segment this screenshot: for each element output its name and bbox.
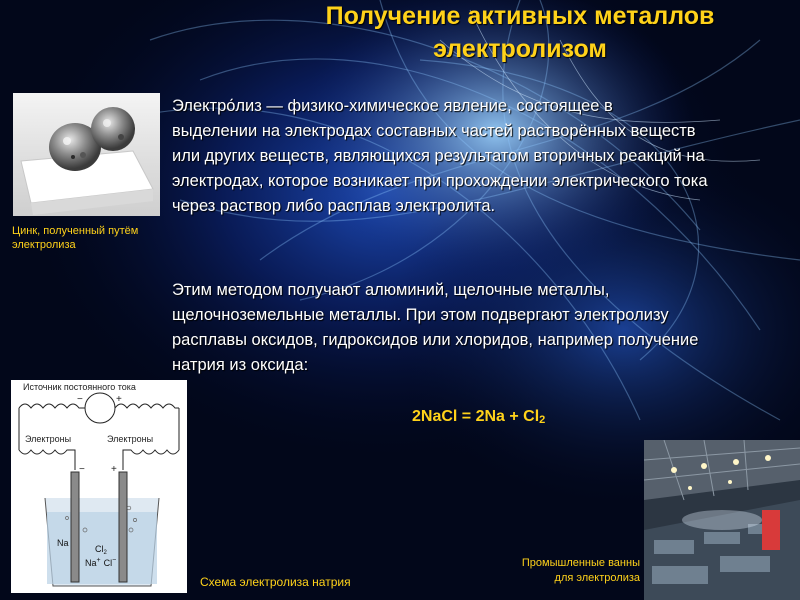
schema-source-plus: +: [116, 394, 122, 405]
method-paragraph: Этим методом получают алюминий, щелочные металлы, щелочноземельные металлы. При этом подвергают электролизу расплавы оксидов, гидроксидов или хлоридов, например получение натрия из оксида:: [172, 281, 699, 374]
zinc-caption-line-2: электролиза: [12, 239, 76, 251]
reaction-formula: [412, 408, 545, 426]
schema-cathode-minus: −: [79, 464, 85, 475]
schema-source-label: Источник постоянного тока: [23, 382, 136, 392]
plant-caption-line-2: для электролиза: [554, 572, 640, 584]
schema-electrons-right: Электроны: [107, 434, 154, 444]
schema-ions-label: Na+ Cl−: [85, 557, 117, 568]
schema-source-minus: −: [77, 394, 83, 405]
definition-paragraph: Электро́лиз — физико-химическое явление, состоящее в выделении на электродах составных частей растворённых веществ или других веществ, являющихся результатом вторичных реакций на электродах, которое возникает при прохождении электрического тока через раствор либо расплав электролита.: [172, 97, 708, 215]
formula-main: 2NaCl = 2Na + Cl: [412, 408, 540, 425]
zinc-caption-line-1: Цинк, полученный путём: [12, 225, 139, 237]
schema-sodium-label: Na: [57, 538, 69, 548]
formula-subscript: 2: [539, 414, 546, 426]
title-line-2: электролизом: [433, 35, 607, 63]
zinc-photo: [13, 93, 160, 216]
schema-caption: Схема электролиза натрия: [200, 575, 351, 589]
schema-chlorine-label: $Cl_2$: [95, 544, 107, 556]
schema-electrons-left: Электроны: [25, 434, 72, 444]
schema-anode-plus: +: [111, 464, 117, 475]
slide-title: [240, 0, 800, 66]
industrial-baths-photo: [644, 440, 800, 600]
plant-caption-line-1: Промышленные ванны: [521, 557, 640, 569]
title-line-1: Получение активных металлов: [325, 2, 715, 30]
plant-caption: [490, 556, 640, 586]
zinc-caption: [12, 224, 182, 252]
electrolysis-schema: [11, 380, 187, 593]
